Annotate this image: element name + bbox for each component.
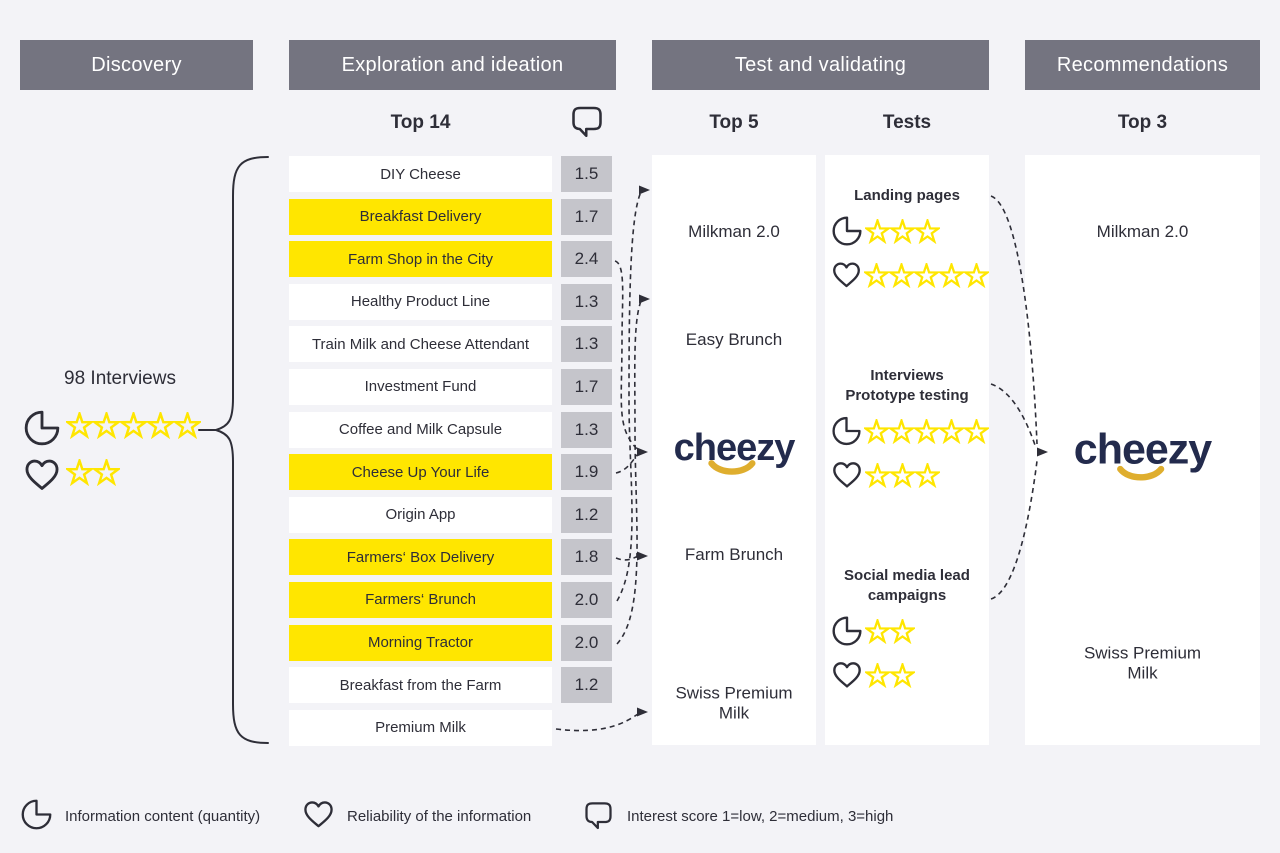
star-rating xyxy=(865,463,940,488)
test-quantity-rating xyxy=(825,612,989,650)
star-icon xyxy=(890,663,915,688)
star-icon xyxy=(93,459,120,486)
pie-icon xyxy=(831,415,862,447)
idea-label: Breakfast Delivery xyxy=(289,199,552,235)
idea-row xyxy=(289,582,612,618)
test-title: Interviews Prototype testing xyxy=(845,367,969,404)
interest-score: 1.5 xyxy=(561,156,612,192)
idea-row xyxy=(289,710,612,746)
phase-header-exploration: Exploration and ideation xyxy=(289,40,616,90)
discovery-quantity-rating xyxy=(23,409,201,447)
test-block xyxy=(825,566,989,694)
star-icon xyxy=(964,263,989,288)
idea-label: Cheese Up Your Life xyxy=(289,454,552,490)
cheezy-logo: cheezy xyxy=(1074,431,1211,470)
star-icon xyxy=(864,263,889,288)
star-icon xyxy=(865,463,890,488)
subheader-top5: Top 5 xyxy=(709,112,759,133)
idea-label: Premium Milk xyxy=(289,710,552,746)
pie-icon xyxy=(23,409,61,447)
interest-score: 2.0 xyxy=(561,625,612,661)
star-icon xyxy=(120,412,147,439)
star-rating xyxy=(865,663,915,688)
interviews-count: 98 Interviews xyxy=(64,368,176,389)
concept-cheezy xyxy=(1025,425,1260,474)
legend-reliability xyxy=(302,798,531,834)
idea-label: Farmers‘ Box Delivery xyxy=(289,539,552,575)
test-title: Landing pages xyxy=(854,187,960,204)
star-icon xyxy=(889,419,914,444)
star-icon xyxy=(964,419,989,444)
interest-score: 1.8 xyxy=(561,539,612,575)
star-rating xyxy=(865,619,915,644)
test-block xyxy=(825,366,989,494)
star-icon xyxy=(66,412,93,439)
idea-row xyxy=(289,454,612,490)
idea-label: Coffee and Milk Capsule xyxy=(289,412,552,448)
idea-row xyxy=(289,497,612,533)
subheader-tests: Tests xyxy=(882,112,932,133)
heart-icon xyxy=(831,659,863,691)
heart-icon xyxy=(302,798,335,835)
concept-milkman-2-0: Milkman 2.0 xyxy=(688,222,780,242)
idea-row xyxy=(289,241,612,277)
star-icon xyxy=(864,419,889,444)
idea-label: Investment Fund xyxy=(289,369,552,405)
star-rating xyxy=(66,459,120,491)
idea-label: Origin App xyxy=(289,497,552,533)
concept-cheezy xyxy=(652,426,816,469)
discovery-reliability-rating xyxy=(23,456,120,494)
idea-row xyxy=(289,199,612,235)
star-icon xyxy=(889,263,914,288)
idea-row xyxy=(289,284,612,320)
star-icon xyxy=(915,463,940,488)
test-quantity-rating xyxy=(825,412,989,450)
interest-score: 2.4 xyxy=(561,241,612,277)
interest-score: 1.7 xyxy=(561,199,612,235)
test-block xyxy=(825,186,989,294)
star-icon xyxy=(914,263,939,288)
subheader-top3: Top 3 xyxy=(1117,112,1168,133)
star-icon xyxy=(890,219,915,244)
star-icon xyxy=(865,619,890,644)
heart-icon xyxy=(23,456,61,494)
test-reliability-rating xyxy=(825,256,989,294)
subheader-top14: Top 14 xyxy=(390,112,451,133)
legend-reliability-label: Reliability of the information xyxy=(347,807,532,825)
idea-label: Breakfast from the Farm xyxy=(289,667,552,703)
pie-icon xyxy=(831,215,863,247)
legend-quantity xyxy=(20,798,260,834)
star-icon xyxy=(939,263,964,288)
concept-swiss-premium-milk: Swiss Premium Milk xyxy=(675,683,793,722)
phase-header-discovery: Discovery xyxy=(20,40,253,90)
phase-header-testing: Test and validating xyxy=(652,40,989,90)
idea-row xyxy=(289,412,612,448)
idea-row xyxy=(289,369,612,405)
idea-row xyxy=(289,667,612,703)
test-reliability-rating xyxy=(825,656,989,694)
concept-swiss-premium-milk: Swiss Premium Milk xyxy=(1083,643,1202,682)
star-rating xyxy=(865,219,940,244)
concept-easy-brunch: Easy Brunch xyxy=(685,330,783,350)
star-icon xyxy=(915,219,940,244)
legend-interest-label: Interest score 1=low, 2=medium, 3=high xyxy=(627,807,894,825)
idea-label: Healthy Product Line xyxy=(289,284,552,320)
star-icon xyxy=(93,412,120,439)
idea-label: DIY Cheese xyxy=(289,156,552,192)
idea-label: Farmers‘ Brunch xyxy=(289,582,552,618)
test-reliability-rating xyxy=(825,456,989,494)
cheezy-logo: cheezy xyxy=(674,431,795,465)
legend-quantity-label: Information content (quantity) xyxy=(65,807,261,825)
concept-milkman-2-0: Milkman 2.0 xyxy=(1096,222,1189,242)
star-icon xyxy=(147,412,174,439)
heart-icon xyxy=(831,459,863,491)
speech-bubble-icon xyxy=(568,102,608,140)
star-icon xyxy=(865,663,890,688)
idea-label: Train Milk and Cheese Attendant xyxy=(289,326,552,362)
brace xyxy=(199,157,268,743)
interest-score: 1.9 xyxy=(561,454,612,490)
star-icon xyxy=(939,419,964,444)
interest-score: 2.0 xyxy=(561,582,612,618)
star-icon xyxy=(174,412,201,439)
smile-icon xyxy=(706,460,758,477)
interest-score: 1.3 xyxy=(561,412,612,448)
star-icon xyxy=(66,459,93,486)
idea-row xyxy=(289,326,612,362)
idea-label: Farm Shop in the City xyxy=(289,241,552,277)
star-rating xyxy=(66,412,201,444)
ideas-list xyxy=(289,156,612,746)
legend-interest xyxy=(582,798,893,834)
star-rating xyxy=(864,419,989,444)
idea-row xyxy=(289,625,612,661)
star-icon xyxy=(914,419,939,444)
star-icon xyxy=(890,463,915,488)
interest-score: 1.7 xyxy=(561,369,612,405)
pie-icon xyxy=(831,615,863,647)
interest-score: 1.3 xyxy=(561,326,612,362)
phase-header-recommendations: Recommendations xyxy=(1025,40,1260,90)
idea-label: Morning Tractor xyxy=(289,625,552,661)
concept-farm-brunch: Farm Brunch xyxy=(684,545,784,565)
test-quantity-rating xyxy=(825,212,989,250)
interest-score: 1.2 xyxy=(561,667,612,703)
interest-score: 1.2 xyxy=(561,497,612,533)
test-title: Social media lead campaigns xyxy=(844,567,970,604)
star-icon xyxy=(890,619,915,644)
star-icon xyxy=(865,219,890,244)
speech-bubble-icon xyxy=(582,798,615,834)
interest-score: 1.3 xyxy=(561,284,612,320)
smile-icon xyxy=(1111,465,1169,482)
idea-row xyxy=(289,539,612,575)
heart-icon xyxy=(831,259,862,291)
pie-icon xyxy=(20,798,53,835)
idea-row xyxy=(289,156,612,192)
star-rating xyxy=(864,263,989,288)
